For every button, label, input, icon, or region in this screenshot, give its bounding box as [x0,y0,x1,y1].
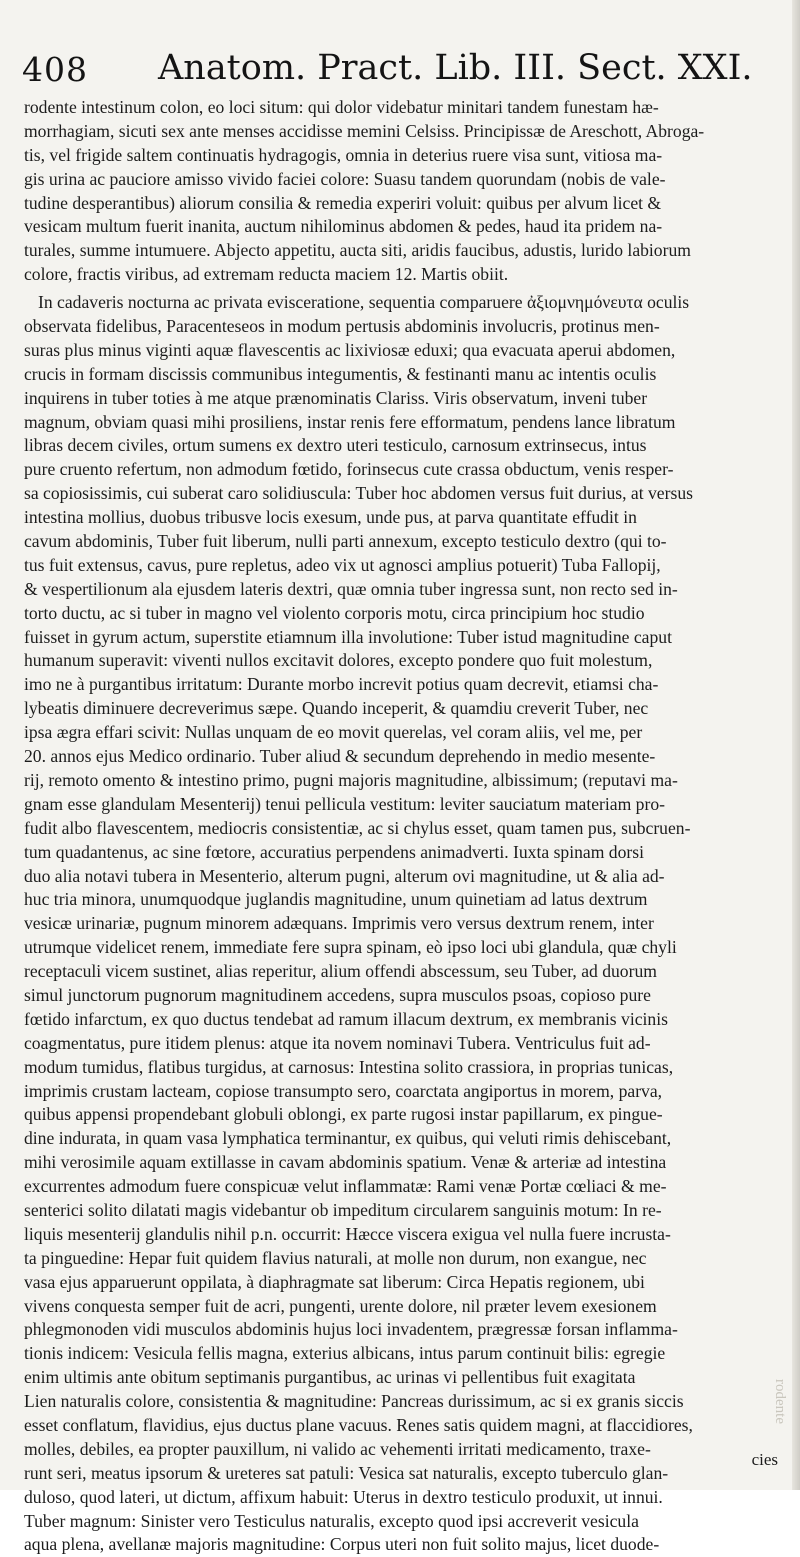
page-number: 408 [22,50,88,89]
text-line: humanum superavit: viventi nullos excitavit dolores, excepto pondere quo fuit molestum, [24,650,653,671]
text-line: gnam esse glandulam Mesenterij) tenui pellicula vestitum: leviter sauciatum materiam pro- [24,793,665,814]
text-line: tum quadantenus, ac sine fœtore, accuratius perpendens animadverti. Iuxta spinam dorsi [24,841,644,862]
text-line: rodente intestinum colon, eo loci situm: qui dolor videbatur minitari tandem funestam hæ- [24,97,659,117]
text-line: coagmentatus, pure itidem plenus: atque ita novem nominavi Tubera. Ventriculus fuit ad- [24,1032,651,1053]
text-line: aqua plena, avellanæ majoris magnitudine: Corpus uteri non fuit solito majus, licet duode- [24,1534,660,1555]
text-line: vasa ejus apparuerunt oppilata, à diaphragmate sat liberum: Circa Hepatis regionem, ubi [24,1271,645,1292]
text-line: magnum, obviam quasi mihi prosiliens, instar renis fere efformatum, pendens lance libratum [24,411,676,432]
text-line: colore, fractis viribus, ad extremam reducta maciem 12. Martis obiit. [24,264,509,285]
text-line: intestina mollius, duobus tribusve locis exesum, unde pus, at parva quantitate effudit in [24,507,637,528]
text-line: crucis in formam discissis communibus integumentis, & festinanti manu ac intentis oculis [24,363,657,384]
text-line: In cadaveris nocturna ac privata evisceratione, sequentia comparuere ἀξιομνημόνευτα oculis [38,292,690,313]
text-line: Lien naturalis colore, consistentia & magnitudine: Pancreas durissimum, ac si ex granis siccis [24,1391,684,1412]
text-line: observata fidelibus, Paracenteseos in modum pertusis abdominis involucris, protinus men- [24,316,660,337]
text-line: molles, debiles, ea propter pauxillum, ni valido ac vehementi irritati medicamento, traxe- [24,1438,651,1459]
text-line: libras decem civiles, ortum sumens ex dextro uteri testiculo, carnosum extrinsecus, intus [24,435,647,456]
text-line: phlegmonoden vidi musculos abdominis hujus loci invadentem, prægressæ forsan inflamma- [24,1319,678,1340]
text-line: rij, remoto omento & intestino primo, pugni majoris magnitudine, albissimum; (reputavi ma- [24,769,678,790]
text-line: fuisset in gyrum actum, superstite etiamnum illa involutione: Tuber istud magnitudine caput [24,626,672,647]
running-title: Anatom. Pract. Lib. III. Sect. XXI. [158,48,753,88]
text-line: vesicæ urinariæ, pugnum minorem adæquans. Imprimis vero versus dextrum renem, inter [24,913,654,934]
text-line: mihi verosimile aquam extillasse in cavam abdominis spatium. Venæ & arteriæ ad intestina [24,1152,667,1173]
text-line: 20. annos ejus Medico ordinario. Tuber aliud & secundum deprehendo in medio mesente- [24,746,656,767]
text-line: duo alia notavi tubera in Mesenterio, alterum pugni, alterum ovi magnitudine, ut & alia ad- [24,865,665,886]
text-line: liquis mesenterij glandulis nihil p.n. occurrit: Hæcce viscera exigua vel nulla fuere incrusta- [24,1223,671,1244]
bleed-through-text: rodente [772,1379,788,1424]
catchword: cies [751,1450,778,1469]
text-line: modum tumidus, flatibus turgidus, at carnosus: Intestina solito crassiora, in proprias tunicas, [24,1056,674,1077]
page-edge-shadow [792,0,800,1490]
text-line: torto ductu, ac si tuber in magno vel violento corporis motu, circa principium hoc studio [24,602,645,623]
text-line: receptaculi vicem sustinet, alias reperitur, alium offendi abscessum, seu Tuber, ad duorum [24,961,657,982]
text-line: & vespertilionum ala ejusdem lateris dextri, quæ omnia tuber ingressa sunt, non recto sed in- [24,578,678,599]
text-line: suras plus minus viginti aquæ flavescentis ac lixiviosæ eduxi; qua evacuata aperui abdomen, [24,339,676,360]
text-line: tis, vel frigide saltem continuatis hydragogis, omnia in deterius ruere visa sunt, vitiosa ma- [24,144,663,165]
page-header [22,44,782,96]
text-line: lybeatis diminuere decreverimus sæpe. Quando inceperit, & quamdiu creverit Tuber, nec [24,698,649,719]
text-line: tus fuit extensus, cavus, pure repletus, adeo vix ut agnosci amplius potuerit) Tuba Fallopij, [24,554,661,575]
text-line: runt seri, meatus ipsorum & ureteres sat patuli: Vesica sat naturalis, excepto tuberculo glan- [24,1462,669,1483]
text-line: cavum abdominis, Tuber fuit liberum, nulli parti annexum, excepto testiculo dextro (qui to- [24,531,667,552]
text-line: excurrentes admodum fuere conspicuæ velut inflammatæ: Rami venæ Portæ cœliaci & me- [24,1176,667,1197]
text-line: inquirens in tuber toties à me atque prænominatis Clariss. Viris observatum, inveni tuber [24,387,648,408]
text-line: tionis indicem: Vesicula fellis magna, exterius albicans, intus parum continuit bilis: egregie [24,1343,666,1364]
text-line: ta pinguedine: Hepar fuit quidem flavius naturali, at molle non durum, non exangue, nec [24,1247,647,1268]
text-line: tudine desperantibus) aliorum consilia & remedia experiri voluit: quibus per alvum licet & [24,192,662,213]
body-text [24,96,764,1557]
text-line: vesicam multum fuerit inanita, auctum nihilominus abdomen & pedes, haud ita pridem na- [24,216,663,237]
text-line: sa copiosissimis, cui suberat caro solidiuscula: Tuber hoc abdomen versus fuit durius, at versus [24,483,693,504]
text-line: quibus appensi propendebant globuli oblongi, ex parte rugosi instar papillarum, ex pingue- [24,1104,663,1125]
text-line: ipsa ægra effari scivit: Nullas unquam de eo movit querelas, vel coram aliis, vel me, per [24,722,643,743]
text-line: morrhagiam, sicuti sex ante menses accidisse memini Celsiss. Principissæ de Areschott, Abroga- [24,120,705,141]
text-line: senterici solito dilatati magis videbantur ob impeditum circularem sanguinis motum: In re- [24,1199,662,1220]
text-line: simul junctorum pugnorum magnitudinem accedens, supra musculos psoas, copioso pure [24,984,651,1005]
text-line: imprimis crustam lacteam, copiose transumpto sero, coarctata angiportus in morem, parva, [24,1080,663,1101]
text-line: fœtido infarctum, ex quo ductus tendebat ad ramum illacum dextrum, ex membranis vicinis [24,1008,668,1029]
text-line: Tuber magnum: Sinister vero Testiculus naturalis, excepto quod ipsi accreverit vesicula [24,1510,639,1531]
text-line: huc tria minora, unumquodque juglandis magnitudine, unum quinetiam ad latus dextrum [24,889,648,910]
text-line: imo ne à purgantibus irritatum: Durante morbo increvit potius quam decrevit, etiamsi cha- [24,674,659,695]
text-line: vivens conquesta semper fuit de acri, pungenti, urente dolore, nil præter levem exesionem [24,1295,657,1316]
text-line: dine indurata, in quam vasa lymphatica terminantur, ex quibus, qui veluti rimis dehiscebant, [24,1128,672,1149]
text-line: esset conflatum, flavidius, ejus ductus plane vacuus. Renes satis quidem magni, at flaccidiores, [24,1414,693,1435]
text-line: duloso, quod lateri, ut dictum, affixum habuit: Uterus in dextro testiculo produxit, ut innui. [24,1486,663,1507]
text-line: utrumque videlicet renem, immediate fere supra spinam, eò ipso loci ubi glandula, quæ chyli [24,937,677,958]
text-line: pure cruento refertum, non admodum fœtido, forinsecus cute crassa obductum, venis resper- [24,459,674,480]
text-line: gis urina ac pauciore amisso vivido faciei colore: Suasu tandem quorundam (nobis de vale- [24,168,666,189]
text-line: turales, summe intumuere. Abjecto appetitu, aucta siti, aridis faucibus, adustis, lurido labiorum [24,240,691,261]
text-line: fudit albo flavescentem, mediocris consistentiæ, ac si chylus esset, quam tamen pus, subcruen- [24,817,691,838]
text-line: enim ultimis ante obitum septimanis purgantibus, ac urinas vi pellentibus fuit exagitata [24,1367,636,1388]
